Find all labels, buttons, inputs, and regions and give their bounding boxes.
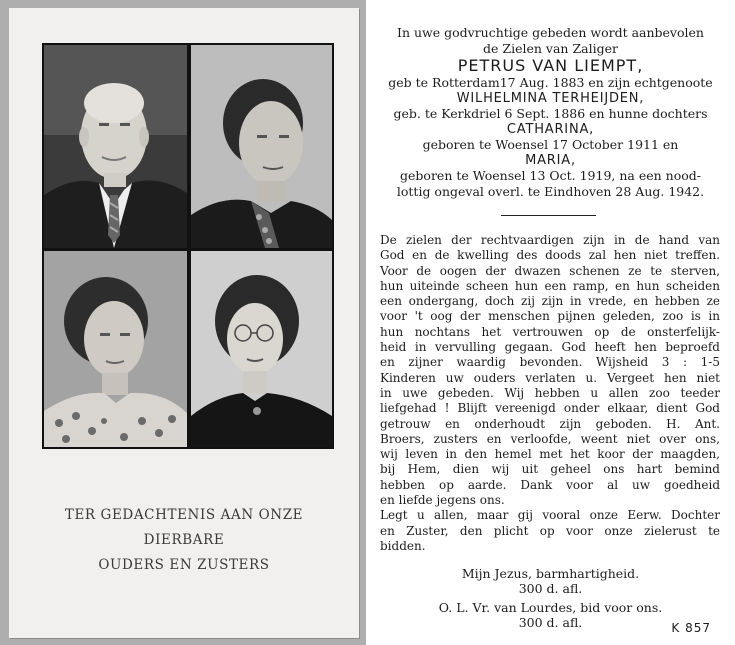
name-maria: MARIA, xyxy=(525,152,576,168)
text-line: liefgehad ! Blijft vereenigd onder elkaar, dient God xyxy=(380,401,720,416)
text-line: bij Hem, dien wij uit geheel ons hart bemind xyxy=(380,462,720,477)
photo-grid xyxy=(42,43,334,449)
text-line: en liefde jegens ons. xyxy=(380,493,505,508)
portrait-daughter-catharina xyxy=(44,251,187,447)
prayer-jezus: Mijn Jezus, barmhartigheid. xyxy=(461,566,640,581)
text-line: en Zuster, den plicht op voor onze zielerust te xyxy=(380,523,720,538)
text-line: hebben op aarde. Dank voor al uw goedheid xyxy=(380,477,720,492)
name-catharina: CATHARINA, xyxy=(506,121,595,137)
text-line: De zielen der rechtvaardigen zijn in de hand van xyxy=(380,233,720,247)
name-wilhelmina: WILHELMINA TERHEIJDEN, xyxy=(456,90,645,106)
detail-line: geboren te Woensel 13 Oct. 1919, na een nood- xyxy=(400,168,701,183)
right-card xyxy=(366,0,735,645)
text-line: Voor de oogen der dwazen schenen ze te sterven, xyxy=(380,263,720,278)
dedication-header xyxy=(366,25,735,199)
text-line: Broers, zusters en verloofde, weent niet over ons, xyxy=(380,431,720,446)
memorial-line: TER GEDACHTENIS AAN ONZE xyxy=(64,507,304,523)
text-line: voor 't oog der menschen pijnen geleden, zoo is in xyxy=(380,309,720,324)
text-line: hun nochtans het vertrouwen op de onsterfelijk- xyxy=(380,324,720,339)
portrait-father xyxy=(44,45,187,248)
indulgence-1: 300 d. afl. xyxy=(518,581,583,596)
detail-line: geboren te Woensel 17 October 1911 en xyxy=(422,137,679,152)
prayer-lourdes: O. L. Vr. van Lourdes, bid voor ons. xyxy=(438,600,663,615)
text-line: in uwe gebeden. Wij hebben u allen zoo teeder xyxy=(380,385,720,400)
detail-line: lottig ongeval overl. te Eindhoven 28 Aug. 1942. xyxy=(396,183,705,199)
memorial-line: OUDERS EN ZUSTERS xyxy=(98,557,270,573)
name-petrus: PETRUS VAN LIEMPT, xyxy=(457,56,644,75)
text-line: en zijner waardig bevonden. Wijsheid 3 : 1-5 xyxy=(380,355,720,370)
indulgence-2: 300 d. afl. xyxy=(518,615,583,630)
text-line: God en de kwelling des doods zal hen niet treffen. xyxy=(380,248,720,263)
text-line: Legt u allen, maar gij vooral onze Eerw. Dochter xyxy=(380,508,720,523)
photo-card xyxy=(9,8,359,638)
text-line: getrouw en onderhoudt zijn geboden. H. Ant. xyxy=(380,416,720,431)
text-line: Kinderen uw ouders verlaten u. Vergeet hen niet xyxy=(380,370,720,385)
portrait-mother xyxy=(191,45,332,248)
text-line: een ondergang, doch zij zijn in vrede, en hebben ze xyxy=(380,294,720,309)
memorial-caption xyxy=(9,503,359,578)
intro-line: de Zielen van Zaliger xyxy=(483,40,618,56)
text-line: heid in vervulling gegaan. God heeft hen beproefd xyxy=(380,340,720,355)
left-card xyxy=(0,0,366,645)
detail-line: geb. te Kerkdriel 6 Sept. 1886 en hunne dochters xyxy=(393,106,708,121)
divider xyxy=(501,215,596,216)
text-line: hun uiteinde scheen hun een ramp, en hun scheiden xyxy=(380,278,720,293)
memorial-line: DIERBARE xyxy=(143,532,225,548)
prayer-text xyxy=(380,233,720,554)
portrait-daughter-maria xyxy=(191,251,332,447)
text-line: bidden. xyxy=(380,538,426,553)
card-code: K 857 xyxy=(671,621,711,635)
text-line: wij leven in den hemel met het koor der maagden, xyxy=(380,447,720,462)
intro-line: In uwe godvruchtige gebeden wordt aanbevolen xyxy=(397,25,704,40)
detail-line: geb te Rotterdam17 Aug. 1883 en zijn echtgenoote xyxy=(388,75,713,90)
